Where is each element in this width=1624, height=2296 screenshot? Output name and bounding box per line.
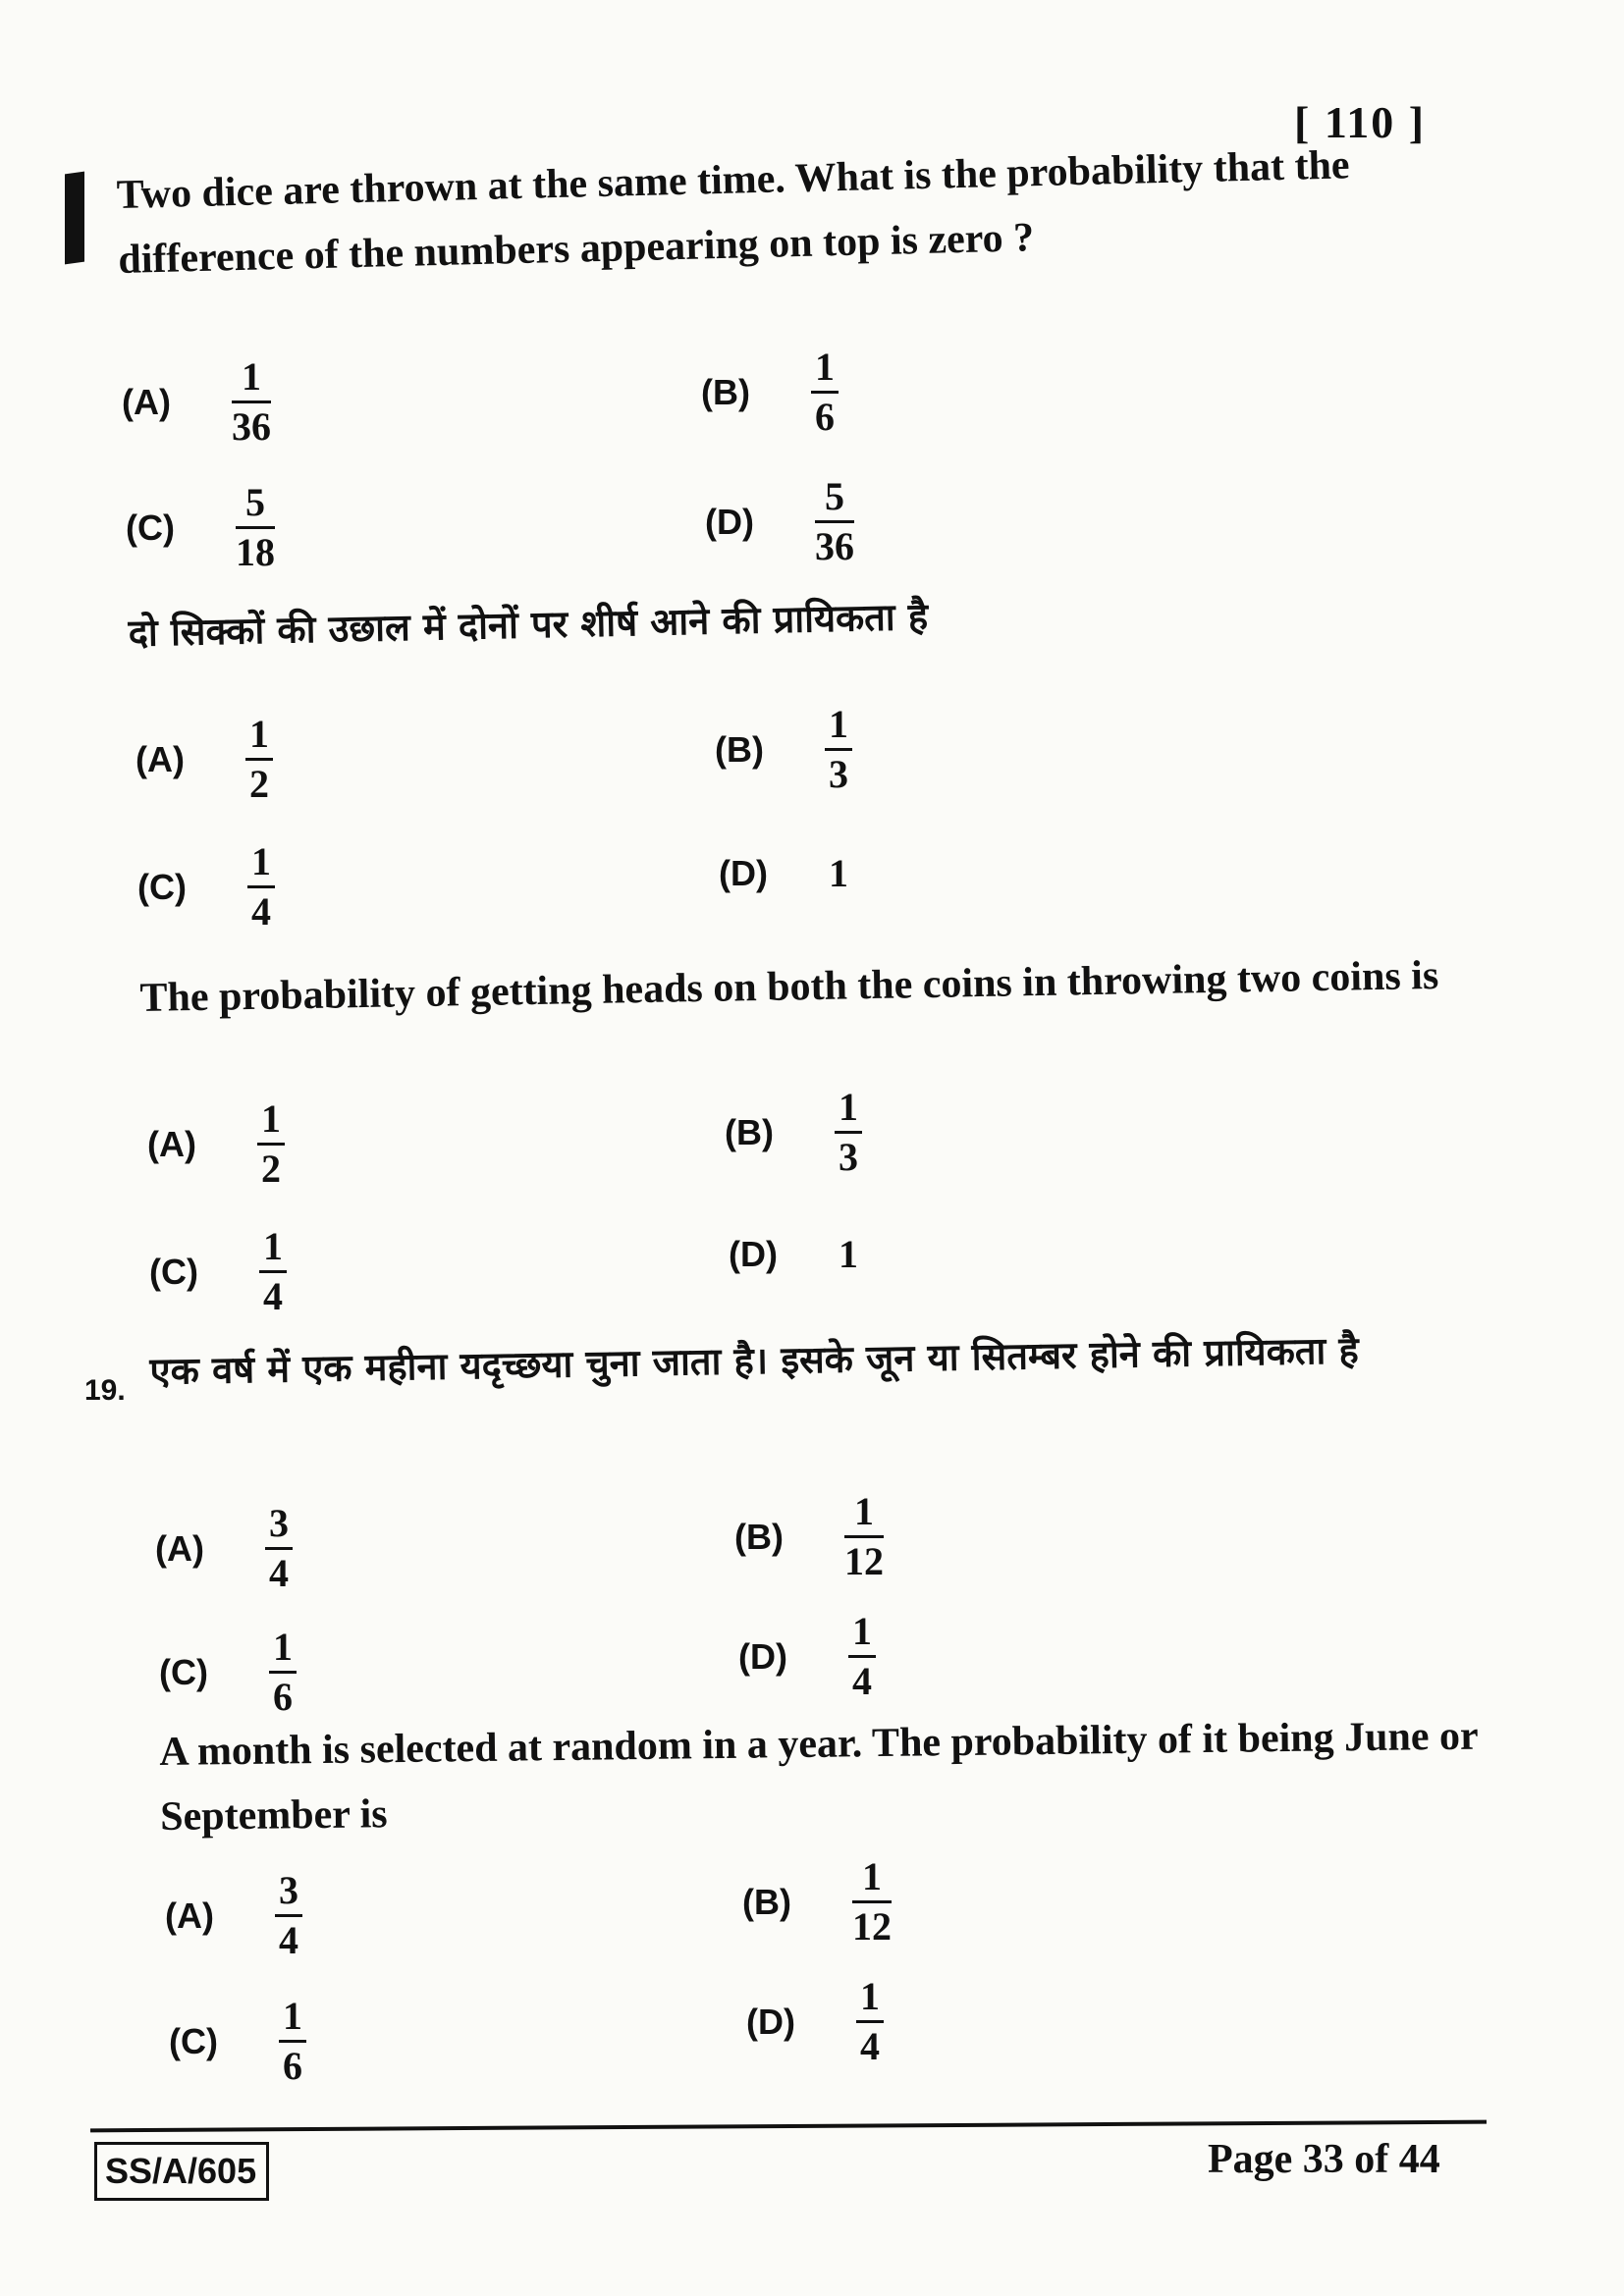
option-label: (C) [169,2020,218,2061]
fraction [269,1626,297,1719]
fraction-bar [848,1655,876,1658]
fraction [825,703,852,796]
numerator: 1 [860,1974,880,2018]
denominator: 3 [829,752,848,796]
denominator: 12 [844,1539,884,1583]
option-label: (D) [719,852,768,893]
numerator: 1 [854,1489,874,1533]
denominator: 6 [815,395,835,439]
question-text: दो सिक्कों की उछाल में दोनों पर शीर्ष आने की प्रायिकता है [128,594,929,655]
option-b [701,346,839,439]
option-label: (A) [165,1895,214,1936]
question-number: 19. [84,1374,126,1407]
numerator: 1 [273,1625,293,1669]
option-a [165,1869,302,1962]
page-indicator: Page 33 of 44 [1208,2137,1440,2182]
option-d [705,475,854,568]
denominator: 2 [249,762,269,806]
denominator: 4 [263,1274,283,1318]
numerator: 1 [251,839,271,883]
fraction-bar [245,758,273,761]
option-label: (B) [701,371,750,412]
option-value: 1 [829,851,848,895]
numerator: 1 [815,345,835,389]
option-d [729,1231,858,1277]
option-d [746,1975,884,2068]
option-a [147,1097,285,1191]
denominator: 4 [860,2024,880,2068]
question-text: The probability of getting heads on both the coins in throwing two coins is [139,952,1439,1021]
option-c [137,840,275,934]
fraction [852,1855,892,1949]
option-c [159,1626,297,1719]
option-label: (A) [155,1527,204,1569]
numerator: 1 [249,712,269,756]
fraction [265,1502,293,1595]
fraction [815,475,854,568]
numerator: 1 [829,702,848,746]
option-value: 1 [839,1232,858,1276]
fraction [811,346,839,439]
fraction [257,1097,285,1191]
numerator: 1 [263,1224,283,1268]
option-label: (D) [746,2001,795,2042]
margin-mark [65,172,84,265]
question-text: A month is selected at random in a year. The probability of it being June or September is [159,1713,1479,1840]
option-label: (B) [715,728,764,770]
fraction-bar [835,1131,862,1134]
fraction [835,1086,862,1179]
denominator: 36 [232,404,271,449]
fraction [279,1995,306,2088]
denominator: 4 [852,1659,872,1703]
numerator: 5 [825,474,844,518]
fraction-bar [259,1270,287,1273]
numerator: 1 [852,1609,872,1653]
fraction-bar [856,2020,884,2023]
paper-code: SS/A/605 [94,2142,269,2201]
numerator: 5 [245,480,265,524]
option-c [149,1225,287,1318]
option-label: (D) [705,501,754,542]
denominator: 12 [852,1904,892,1949]
fraction-bar [265,1547,293,1550]
option-label: (C) [126,507,175,548]
question-text: एक वर्ष में एक महीना यदृच्छया चुना जाता है। इसके जून या सितम्बर होने की प्रायिकता है [149,1328,1360,1393]
numerator: 1 [242,354,261,399]
denominator: 6 [283,2044,302,2088]
numerator: 1 [862,1854,882,1898]
fraction [844,1490,884,1583]
fraction [247,840,275,934]
option-c [126,481,275,574]
fraction-bar [247,885,275,888]
fraction [848,1610,876,1703]
fraction-bar [232,400,271,403]
page-number: [ 110 ] [1294,97,1427,147]
fraction [856,1975,884,2068]
denominator: 6 [273,1675,293,1719]
option-label: (B) [725,1111,774,1152]
footer-rule [90,2120,1487,2133]
denominator: 3 [839,1135,858,1179]
option-a [135,713,273,806]
denominator: 2 [261,1147,281,1191]
fraction-bar [825,748,852,751]
option-label: (D) [738,1635,787,1677]
option-b [725,1086,862,1179]
option-label: (C) [159,1651,208,1692]
option-b [734,1490,884,1583]
option-a [122,355,271,449]
option-a [155,1502,293,1595]
option-label: (A) [147,1123,196,1164]
fraction [236,481,275,574]
numerator: 1 [283,1994,302,2038]
option-label: (A) [122,381,171,422]
fraction-bar [279,2040,306,2043]
numerator: 1 [839,1085,858,1129]
numerator: 3 [279,1868,298,1912]
option-label: (C) [149,1251,198,1292]
denominator: 18 [236,530,275,574]
fraction [232,355,271,449]
fraction-bar [269,1671,297,1674]
option-d [738,1610,876,1703]
option-b [715,703,852,796]
denominator: 4 [269,1551,289,1595]
fraction-bar [236,526,275,529]
fraction-bar [275,1914,302,1917]
option-label: (A) [135,738,185,779]
option-label: (B) [742,1881,791,1922]
fraction-bar [257,1143,285,1146]
fraction-bar [844,1535,884,1538]
fraction [259,1225,287,1318]
option-label: (D) [729,1233,778,1274]
option-label: (B) [734,1516,784,1557]
fraction [245,713,273,806]
fraction-bar [815,520,854,523]
option-b [742,1855,892,1949]
option-label: (C) [137,866,187,907]
numerator: 1 [261,1096,281,1141]
option-d [719,850,848,896]
question-text: Two dice are thrown at the same time. What is the probability that the difference of the numbers appearing on top is zero ? [116,142,1351,283]
fraction-bar [852,1900,892,1903]
fraction-bar [811,391,839,394]
denominator: 4 [279,1918,298,1962]
numerator: 3 [269,1501,289,1545]
denominator: 36 [815,524,854,568]
denominator: 4 [251,889,271,934]
option-c [169,1995,306,2088]
fraction [275,1869,302,1962]
